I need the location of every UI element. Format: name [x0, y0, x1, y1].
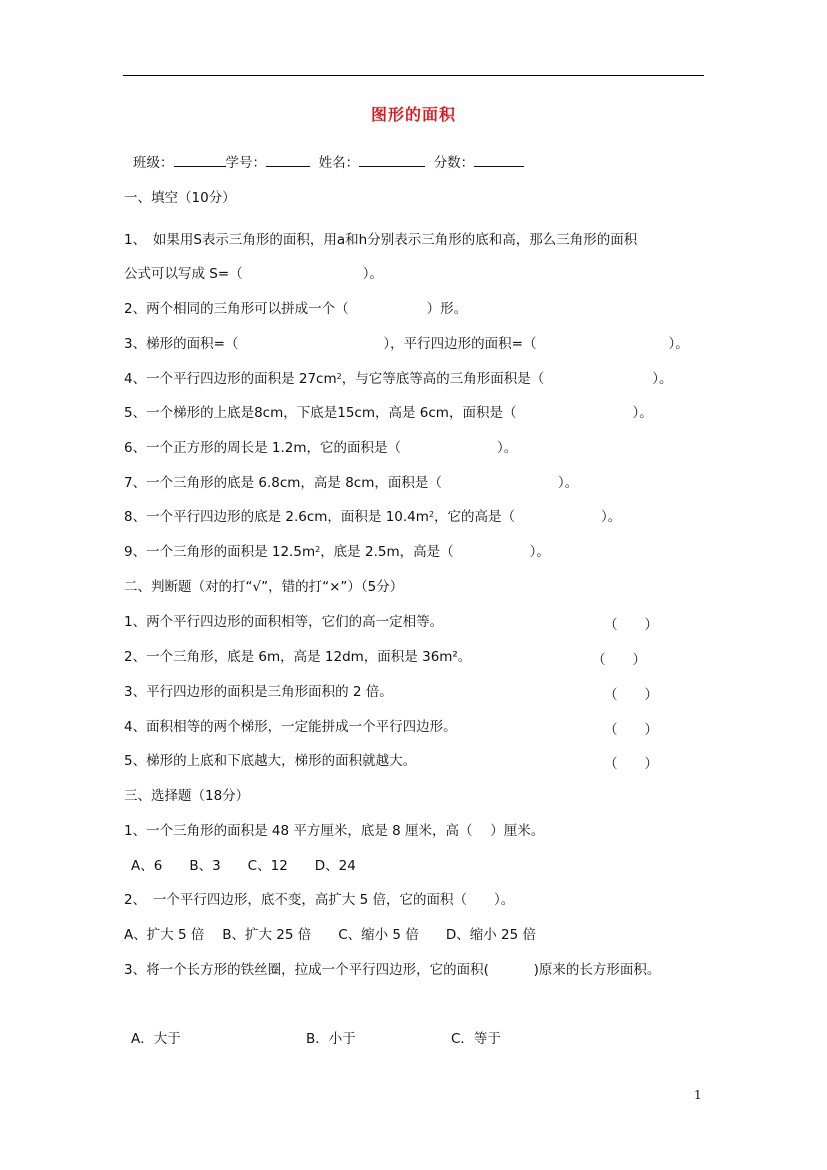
- choice-q3-option-b: B．小于: [306, 1031, 356, 1047]
- judge-answer-2[interactable]: （ ）: [592, 652, 646, 668]
- class-label: 班级：: [133, 155, 174, 171]
- choice-q1: 1、一个三角形的面积是 48 平方厘米，底是 8 厘米，高（ ）厘米。: [124, 823, 545, 839]
- q5-suffix: ）。: [632, 405, 653, 421]
- judge-item-2: 2、一个三角形，底是 6m，高是 12dm，面积是 36m²。: [124, 649, 472, 665]
- q4-prefix: 4、一个平行四边形的面积是 27cm: [124, 371, 337, 387]
- q4-middle: ，与它等底等高的三角形面积是（: [341, 371, 545, 387]
- q8-middle: ，它的高是（: [434, 509, 516, 525]
- q3-prefix: 3、梯形的面积=（: [124, 336, 239, 352]
- q9-suffix: ）。: [529, 544, 550, 560]
- judge-item-3: 3、平行四边形的面积是三角形面积的 2 倍。: [124, 684, 393, 700]
- q8-line: [124, 508, 621, 526]
- q1-line-b: [124, 265, 383, 283]
- q5-line: [124, 404, 653, 422]
- id-label: 学号：: [225, 155, 266, 171]
- score-blank[interactable]: [474, 152, 524, 167]
- choice-q2-options: A、扩大 5 倍 B、扩大 25 倍 C、缩小 5 倍 D、缩小 25 倍: [124, 927, 536, 943]
- name-blank[interactable]: [359, 152, 425, 167]
- judge-item-1: 1、两个平行四边形的面积相等，它们的高一定相等。: [124, 614, 444, 630]
- judge-answer-5[interactable]: （ ）: [604, 756, 658, 772]
- q8-prefix: 8、一个平行四边形的底是 2.6cm，面积是 10.4m: [124, 509, 429, 525]
- q4-superscript: 2: [336, 372, 342, 381]
- judge-answer-1[interactable]: （ ）: [604, 617, 658, 633]
- q2-prefix: 2、两个相同的三角形可以拼成一个（: [124, 301, 349, 317]
- student-info-row: [133, 152, 524, 172]
- q9-superscript: 2: [315, 545, 321, 554]
- id-blank[interactable]: [266, 152, 310, 167]
- q6-suffix: ）。: [497, 440, 518, 456]
- judge-answer-4[interactable]: （ ）: [604, 722, 658, 738]
- section3-heading: 三、选择题（18分）: [124, 788, 250, 804]
- q2-suffix: ）形。: [426, 301, 468, 317]
- q4-line: [124, 370, 672, 388]
- judge-item-5: 5、梯形的上底和下底越大，梯形的面积就越大。: [124, 753, 417, 769]
- choice-q3-option-c: C．等于: [451, 1031, 501, 1047]
- q1-prefix: 公式可以写成 S=（: [124, 266, 243, 282]
- q3-suffix: ）。: [668, 336, 689, 352]
- name-label: 姓名：: [318, 155, 360, 171]
- q8-suffix: ）。: [601, 509, 622, 525]
- judge-answer-3[interactable]: （ ）: [604, 687, 658, 703]
- q9-middle: ，底是 2.5m，高是（: [320, 544, 454, 560]
- section1-heading: 一、填空（10分）: [124, 190, 236, 206]
- section2-heading: 二、判断题（对的打“√”，错的打“×”）（5分）: [124, 579, 404, 595]
- q8-superscript: 2: [428, 510, 435, 519]
- page-number: 1: [694, 1088, 702, 1102]
- q4-suffix: ）。: [652, 371, 673, 387]
- q6-prefix: 6、一个正方形的周长是 1.2m，它的面积是（: [124, 440, 401, 456]
- choice-q3-option-a: A．大于: [131, 1031, 181, 1047]
- header-rule: [123, 75, 704, 76]
- q1-line-a: 1、 如果用S表示三角形的面积，用a和h分别表示三角形的底和高，那么三角形的面积: [124, 232, 638, 248]
- judge-item-4: 4、面积相等的两个梯形，一定能拼成一个平行四边形。: [124, 719, 457, 735]
- q9-line: [124, 543, 550, 561]
- q3-middle: ），平行四边形的面积=（: [383, 336, 537, 352]
- class-blank[interactable]: [174, 152, 226, 167]
- score-label: 分数：: [433, 155, 475, 171]
- q7-prefix: 7、一个三角形的底是 6.8cm，高是 8cm，面积是（: [124, 475, 442, 491]
- q7-suffix: ）。: [557, 475, 579, 491]
- q6-line: [124, 439, 517, 457]
- choice-q1-options: A、6 B、3 C、12 D、24: [131, 858, 356, 874]
- page-title: 图形的面积: [370, 105, 456, 124]
- q7-line: [124, 474, 578, 492]
- q2-line: [124, 300, 467, 318]
- choice-q3: 3、将一个长方形的铁丝圈，拉成一个平行四边形，它的面积( )原来的长方形面积。: [124, 962, 661, 978]
- q9-prefix: 9、一个三角形的面积是 12.5m: [124, 544, 316, 560]
- choice-q2: 2、 一个平行四边形，底不变，高扩大 5 倍，它的面积（ ）。: [124, 892, 515, 908]
- q3-line: [124, 335, 689, 353]
- q5-prefix: 5、一个梯形的上底是8cm，下底是15cm，高是 6cm，面积是（: [124, 405, 517, 421]
- q1-suffix: ）。: [362, 266, 383, 282]
